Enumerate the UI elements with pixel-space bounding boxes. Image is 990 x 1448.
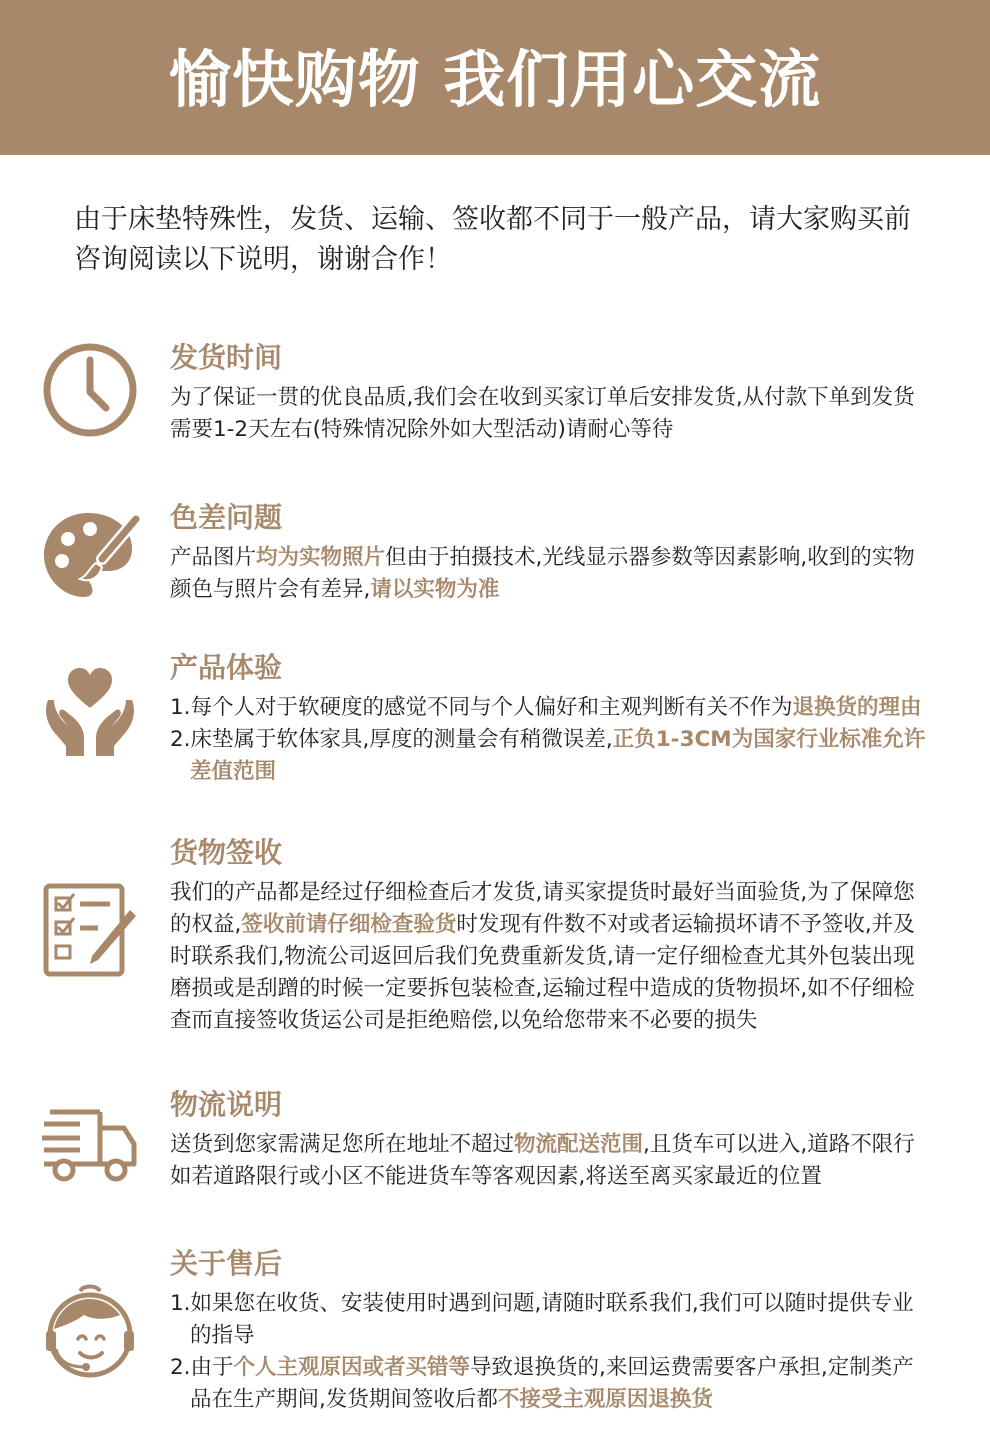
heart-hands-icon bbox=[40, 660, 140, 760]
section-title: 产品体验 bbox=[170, 651, 283, 684]
banner-title: 愉快购物 我们用心交流 bbox=[168, 43, 822, 116]
body-line bbox=[170, 1129, 960, 1161]
text-run: 的权益, bbox=[170, 912, 242, 937]
section-title: 发货时间 bbox=[170, 341, 283, 374]
highlight-text: 退换货的理由 bbox=[792, 695, 922, 720]
highlight-text: 不接受主观原因退换货 bbox=[497, 1387, 713, 1412]
text-run: 颜色与照片会有差异, bbox=[170, 577, 371, 602]
intro-text bbox=[74, 200, 934, 280]
text-run: 送货到您家需满足您所在地址不超过 bbox=[170, 1132, 515, 1157]
body-line: 如若道路限行或小区不能进货车等客观因素,将送至离买家最近的位置 bbox=[170, 1164, 822, 1189]
customer-service-icon bbox=[40, 1281, 140, 1381]
body-line bbox=[170, 724, 960, 756]
section-body bbox=[170, 877, 960, 1037]
section-body bbox=[170, 1288, 960, 1416]
body-line bbox=[170, 542, 960, 574]
text-run: ,且货车可以进入,道路不限行 bbox=[643, 1132, 915, 1157]
intro-line-1: 由于床垫特殊性，发货、运输、签收都不同于一般产品，请大家购买前 bbox=[74, 204, 911, 235]
text-run: 2.由于 bbox=[170, 1355, 234, 1380]
body-line: 时联系我们,物流公司返回后我们免费重新发货,请一定仔细检查尤其外包装出现 bbox=[170, 944, 915, 969]
section-title: 关于售后 bbox=[170, 1247, 283, 1280]
text-run: 但由于拍摄技术,光线显示器参数等因素影响,收到的实物 bbox=[385, 545, 915, 570]
section-body bbox=[170, 1129, 960, 1193]
body-line: 差值范围 bbox=[190, 759, 277, 784]
section-title: 色差问题 bbox=[170, 501, 283, 534]
highlight-text: 签收前请仔细检查验货 bbox=[241, 912, 457, 937]
highlight-text: 个人主观原因或者买错等 bbox=[233, 1355, 471, 1380]
body-line bbox=[170, 1384, 960, 1416]
section-body bbox=[170, 382, 960, 446]
section-title: 货物签收 bbox=[170, 836, 283, 869]
intro-line-2: 咨询阅读以下说明，谢谢合作！ bbox=[74, 244, 452, 275]
header-banner bbox=[0, 0, 990, 155]
section-body bbox=[170, 542, 960, 606]
body-line: 为了保证一贯的优良品质,我们会在收到买家订单后安排发货,从付款下单到发货 bbox=[170, 385, 915, 410]
highlight-text: 物流配送范围 bbox=[514, 1132, 644, 1157]
body-line: 的指导 bbox=[190, 1323, 255, 1348]
palette-icon bbox=[40, 505, 140, 605]
highlight-text: 均为实物照片 bbox=[256, 545, 386, 570]
body-line: 我们的产品都是经过仔细检查后才发货,请买家提货时最好当面验货,为了保障您 bbox=[170, 880, 915, 905]
text-run: 1.每个人对于软硬度的感觉不同与个人偏好和主观判断有关不作为 bbox=[170, 695, 793, 720]
text-run: 品在生产期间,发货期间签收后都 bbox=[190, 1387, 498, 1412]
body-line bbox=[170, 1352, 960, 1384]
highlight-text: 请以实物为准 bbox=[370, 577, 500, 602]
body-line: 磨损或是刮蹭的时候一定要拆包装检查,运输过程中造成的货物损坏,如不仔细检 bbox=[170, 976, 915, 1001]
body-line: 需要1-2天左右(特殊情况除外如大型活动)请耐心等待 bbox=[170, 417, 674, 442]
body-line bbox=[170, 909, 960, 941]
clock-icon bbox=[40, 340, 140, 440]
section-title: 物流说明 bbox=[170, 1088, 283, 1121]
text-run: 2.床垫属于软体家具,厚度的测量会有稍微误差, bbox=[170, 727, 613, 752]
text-run: 导致退换货的,来回运费需要客户承担,定制类产 bbox=[470, 1355, 914, 1380]
text-run: 产品图片 bbox=[170, 545, 257, 570]
checklist-icon bbox=[40, 880, 140, 980]
body-line: 查而直接签收货运公司是拒绝赔偿,以免给您带来不必要的损失 bbox=[170, 1008, 758, 1033]
body-line bbox=[170, 692, 960, 724]
section-body bbox=[170, 692, 960, 788]
highlight-text: 正负1-3CM为国家行业标准允许 bbox=[612, 727, 926, 752]
truck-icon bbox=[40, 1092, 140, 1192]
body-line bbox=[170, 574, 960, 606]
text-run: 时发现有件数不对或者运输损坏请不予签收,并及 bbox=[456, 912, 915, 937]
body-line: 1.如果您在收货、安装使用时遇到问题,请随时联系我们,我们可以随时提供专业 bbox=[170, 1291, 914, 1316]
